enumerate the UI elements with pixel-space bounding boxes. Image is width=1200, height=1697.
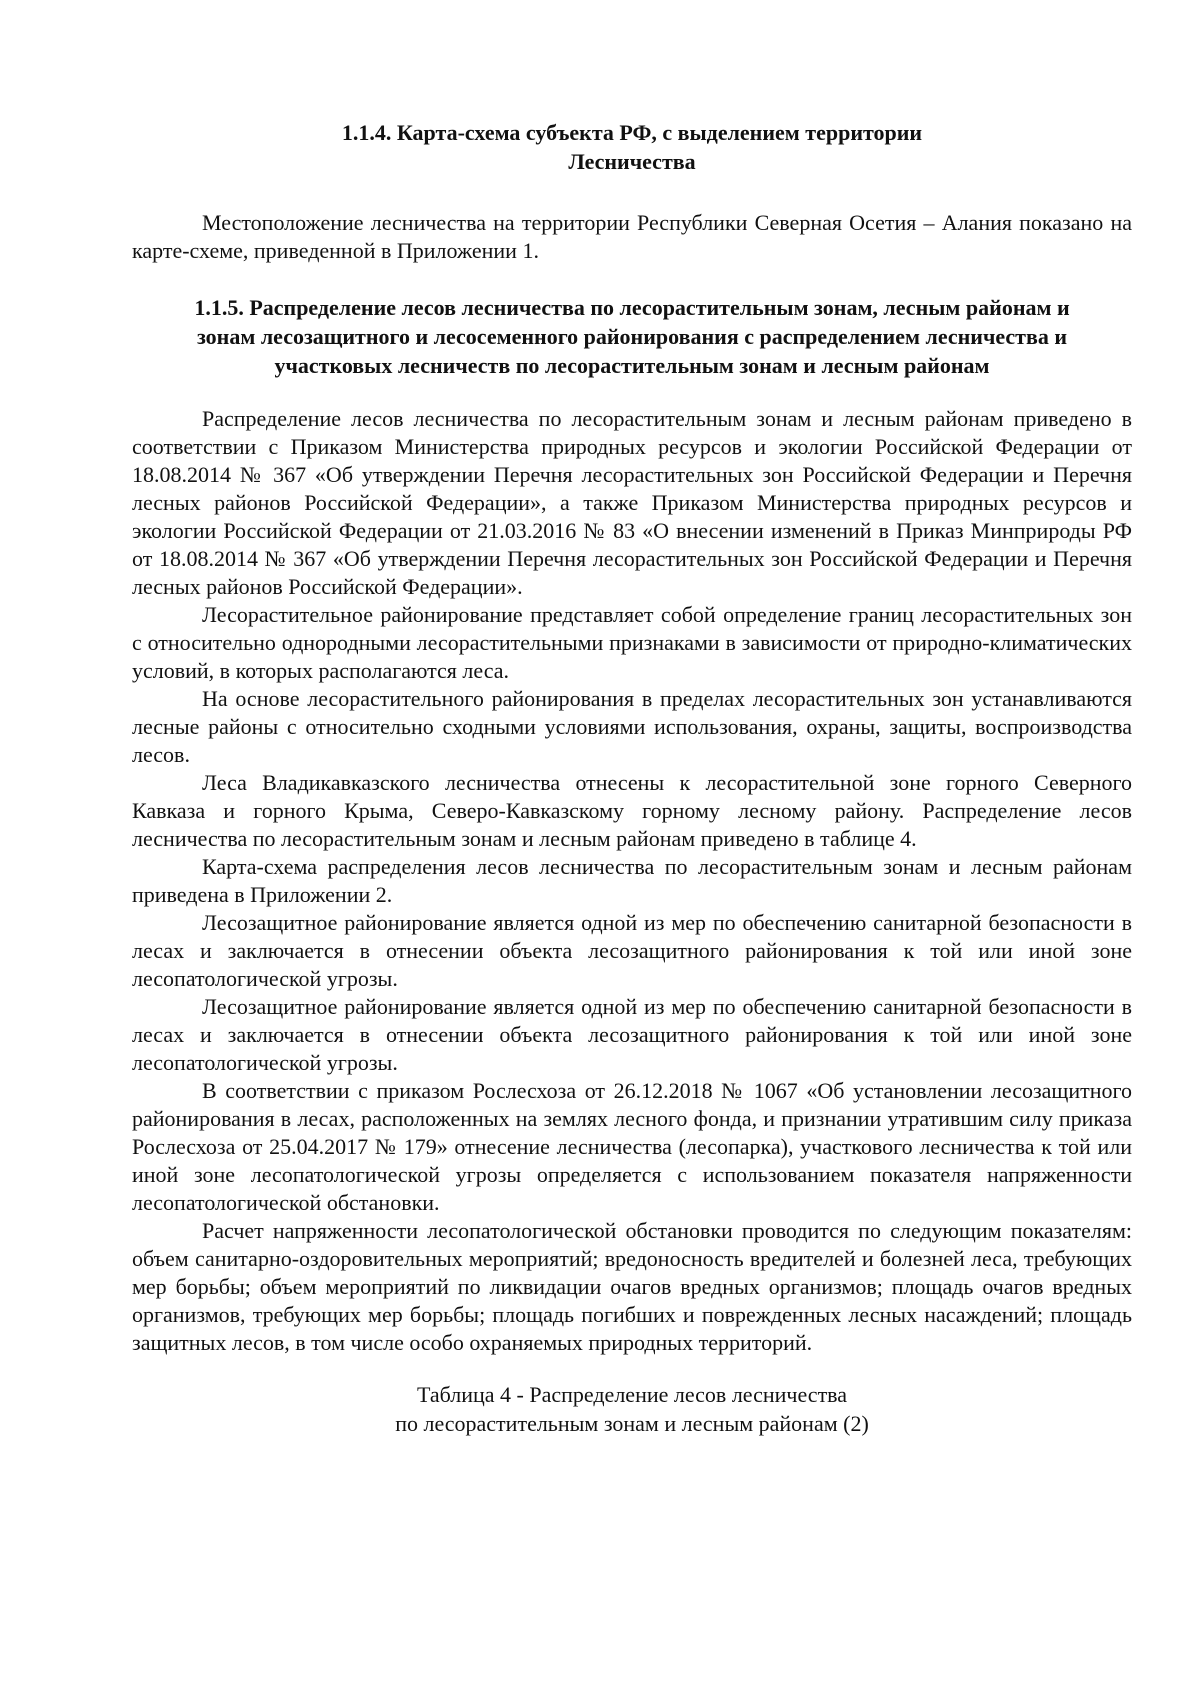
heading-line: участковых лесничеств по лесорастительным зонам и лесным районам <box>274 353 990 378</box>
heading-line: Лесничества <box>568 149 696 174</box>
body-paragraph: Распределение лесов лесничества по лесорастительным зонам и лесным районам приведено в соответствии с Приказом Министерства природных ресурсов и экологии Российской Федерации от 18.08.2014 № 367 «Об утверждении Перечня лесорастительных зон Российской Федерации и Перечня лесных районов Российской Федерации», а также Приказом Министерства природных ресурсов и экологии Российской Федерации от 21.03.2016 № 83 «О внесении изменений в Приказ Минприроды РФ от 18.08.2014 № 367 «Об утверждении Перечня лесорастительных зон Российской Федерации и Перечня лесных районов Российской Федерации». <box>132 406 1132 599</box>
body-paragraph: Расчет напряженности лесопатологической обстановки проводится по следующим показателям: объем санитарно-оздоровительных мероприятий; вредоносность вредителей и болезней леса, требующих мер борьбы; объем мероприятий по ликвидации очагов вредных организмов; площадь очагов вредных организмов, требующих мер борьбы; площадь погибших и поврежденных лесных насаждений; площадь защитных лесов, в том числе особо охраняемых природных территорий. <box>132 1218 1132 1355</box>
body-paragraph: Леса Владикавказского лесничества отнесены к лесорастительной зоне горного Северного Кавказа и горного Крыма, Северо-Кавказскому горному лесному району. Распределение лесов лесничества по лесорастительным зонам и лесным районам приведено в таблице 4. <box>132 770 1132 851</box>
heading-line: зонам лесозащитного и лесосеменного районирования с распределением лесничества и <box>196 324 1068 349</box>
document-page <box>132 118 1132 1438</box>
body-paragraph: Карта-схема распределения лесов лесничества по лесорастительным зонам и лесным районам приведена в Приложении 2. <box>132 854 1132 907</box>
body-paragraph: Лесозащитное районирование является одной из мер по обеспечению санитарной безопасности в лесах и заключается в отнесении объекта лесозащитного районирования к той или иной зоне лесопатологической угрозы. <box>132 910 1132 991</box>
section-1-1-5-heading <box>132 293 1132 380</box>
caption-line: по лесорастительным зонам и лесным районам (2) <box>395 1411 869 1436</box>
heading-line: 1.1.4. Карта-схема субъекта РФ, с выделением территории <box>341 120 923 145</box>
body-paragraph: На основе лесорастительного районирования в пределах лесорастительных зон устанавливаются лесные районы с относительно сходными условиями использования, охраны, защиты, воспроизводства лесов. <box>132 686 1132 767</box>
caption-line: Таблица 4 - Распределение лесов лесничества <box>416 1382 848 1407</box>
body-paragraph: Лесозащитное районирование является одной из мер по обеспечению санитарной безопасности в лесах и заключается в отнесении объекта лесозащитного районирования к той или иной зоне лесопатологической угрозы. <box>132 994 1132 1075</box>
table-caption <box>132 1380 1132 1438</box>
location-paragraph: Местоположение лесничества на территории Республики Северная Осетия – Алания показано на карте-схеме, приведенной в Приложении 1. <box>132 210 1132 263</box>
body-paragraph: Лесорастительное районирование представляет собой определение границ лесорастительных зон с относительно однородными лесорастительными признаками в зависимости от природно-климатических условий, в которых располагаются леса. <box>132 602 1132 683</box>
section-1-1-4-heading <box>132 118 1132 176</box>
heading-line: 1.1.5. Распределение лесов лесничества по лесорастительным зонам, лесным районам и <box>194 295 1070 320</box>
body-paragraph: В соответствии с приказом Рослесхоза от 26.12.2018 № 1067 «Об установлении лесозащитного районирования в лесах, расположенных на землях лесного фонда, и признании утратившим силу приказа Рослесхоза от 25.04.2017 № 179» отнесение лесничества (лесопарка), участкового лесничества к той или иной зоне лесопатологической угрозы определяется с использованием показателя напряженности лесопатологической обстановки. <box>132 1078 1132 1215</box>
